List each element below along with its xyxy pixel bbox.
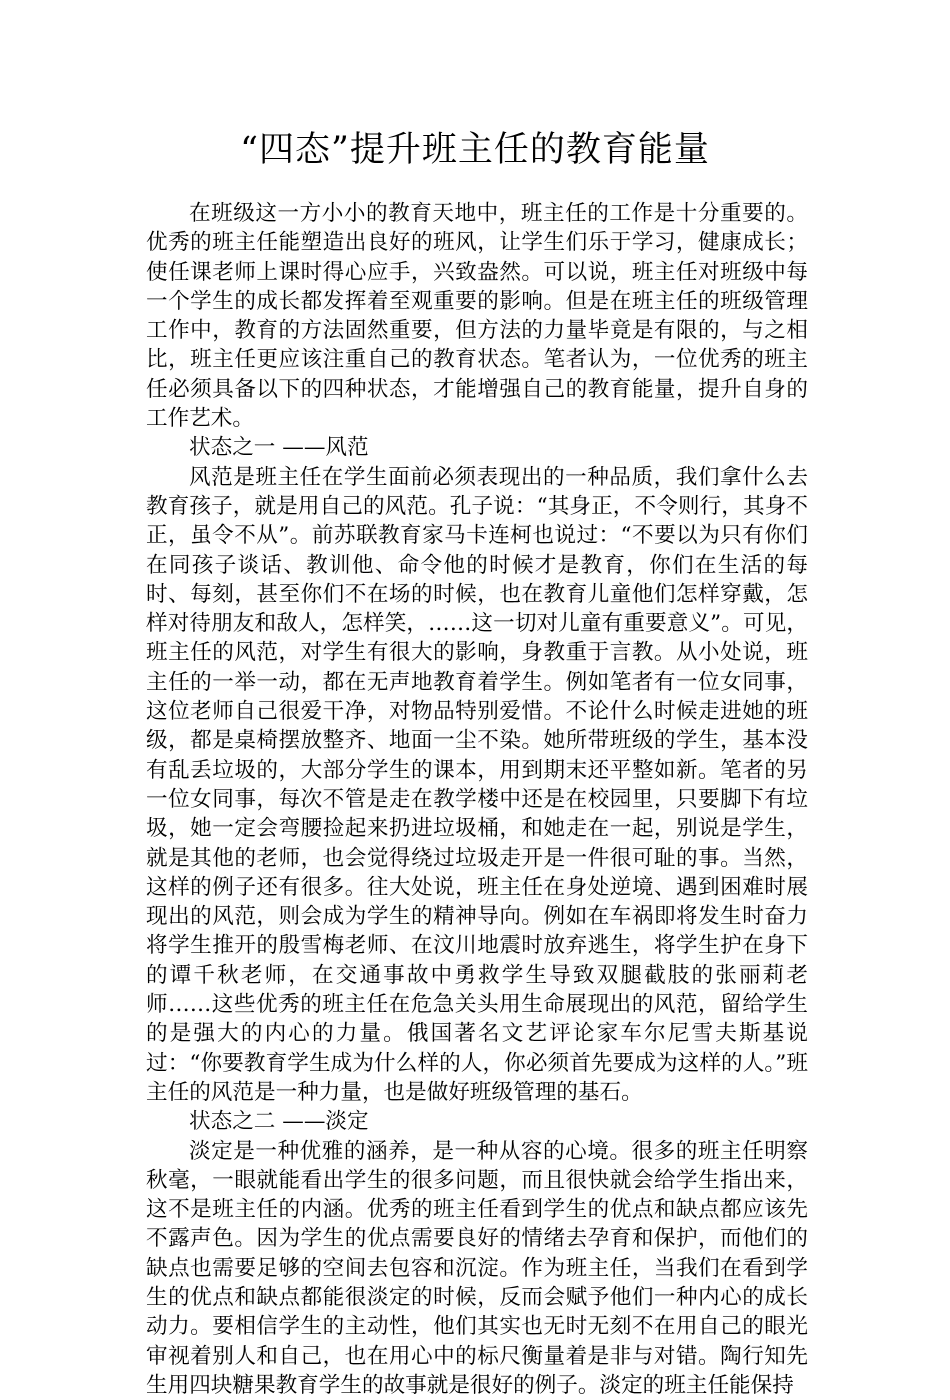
paragraph-intro: 在班级这一方小小的教育天地中，班主任的工作是十分重要的。优秀的班主任能塑造出良好的班风，让学生们乐于学习，健康成长；使任课老师上课时得心应手，兴致盎然。可以说，班主任对班级中每一个学生的成长都发挥着至观重要的影响。但是在班主任的班级管理工作中，教育的方法固然重要，但方法的力量毕竟是有限的，与之相比，班主任更应该注重自己的教育状态。笔者认为，一位优秀的班主任必须具备以下的四种状态，才能增强自己的教育能量，提升自身的工作艺术。	[146, 199, 808, 433]
section-heading-1: 状态之一 ——风范	[146, 433, 808, 462]
paragraph-demeanor: 风范是班主任在学生面前必须表现出的一种品质，我们拿什么去教育孩子，就是用自己的风范。孔子说：“其身正，不令则行，其身不正，虽令不从”。前苏联教育家马卡连柯也说过：“不要以为只有你们在同孩子谈话、教训他、命令他的时候才是教育，你们在生活的每时、每刻，甚至你们不在场的时候，也在教育儿童他们怎样穿戴，怎样对待朋友和敌人，怎样笑，……这一切对儿童有重要意义”。可见，班主任的风范，对学生有很大的影响，身教重于言教。从小处说，班主任的一举一动，都在无声地教育着学生。例如笔者有一位女同事，这位老师自己很爱干净，对物品特别爱惜。不论什么时候走进她的班级，都是桌椅摆放整齐、地面一尘不染。她所带班级的学生，基本没有乱丢垃圾的，大部分学生的课本，用到期末还平整如新。笔者的另一位女同事，每次不管是走在教学楼中还是在校园里，只要脚下有垃圾，她一定会弯腰捡起来扔进垃圾桶，和她走在一起，别说是学生，就是其他的老师，也会觉得绕过垃圾走开是一件很可耻的事。当然，这样的例子还有很多。往大处说，班主任在身处逆境、遇到困难时展现出的风范，则会成为学生的精神导向。例如在车祸即将发生时奋力将学生推开的殷雪梅老师、在汶川地震时放弃逃生，将学生护在身下的谭千秋老师，在交通事故中勇救学生导致双腿截肢的张丽莉老师……这些优秀的班主任在危急关头用生命展现出的风范，留给学生的是强大的内心的力量。俄国著名文艺评论家车尔尼雪夫斯基说过：“你要教育学生成为什么样的人，你必须首先要成为这样的人。”班主任的风范是一种力量，也是做好班级管理的基石。	[146, 463, 808, 1108]
paragraph-composure: 淡定是一种优雅的涵养，是一种从容的心境。很多的班主任明察秋毫，一眼就能看出学生的很多问题，而且很快就会给学生指出来，这不是班主任的内涵。优秀的班主任看到学生的优点和缺点都应该先不露声色。因为学生的优点需要良好的情绪去孕育和保护，而他们的缺点也需要足够的空间去包容和沉淀。作为班主任，当我们在看到学生的优点和缺点都能很淡定的时候，反而会赋予他们一种内心的成长动力。要相信学生的主动性，他们其实也无时无刻不在用自己的眼光审视着别人和自己，也在用心中的标尺衡量着是非与对错。陶行知先生用四块糖果教育学生的故事就是很好的例子。淡定的班主任能保持	[146, 1137, 808, 1400]
section-heading-2: 状态之二 ——淡定	[146, 1107, 808, 1136]
document-body	[146, 199, 808, 1400]
document-title: “四态”提升班主任的教育能量	[0, 118, 950, 182]
